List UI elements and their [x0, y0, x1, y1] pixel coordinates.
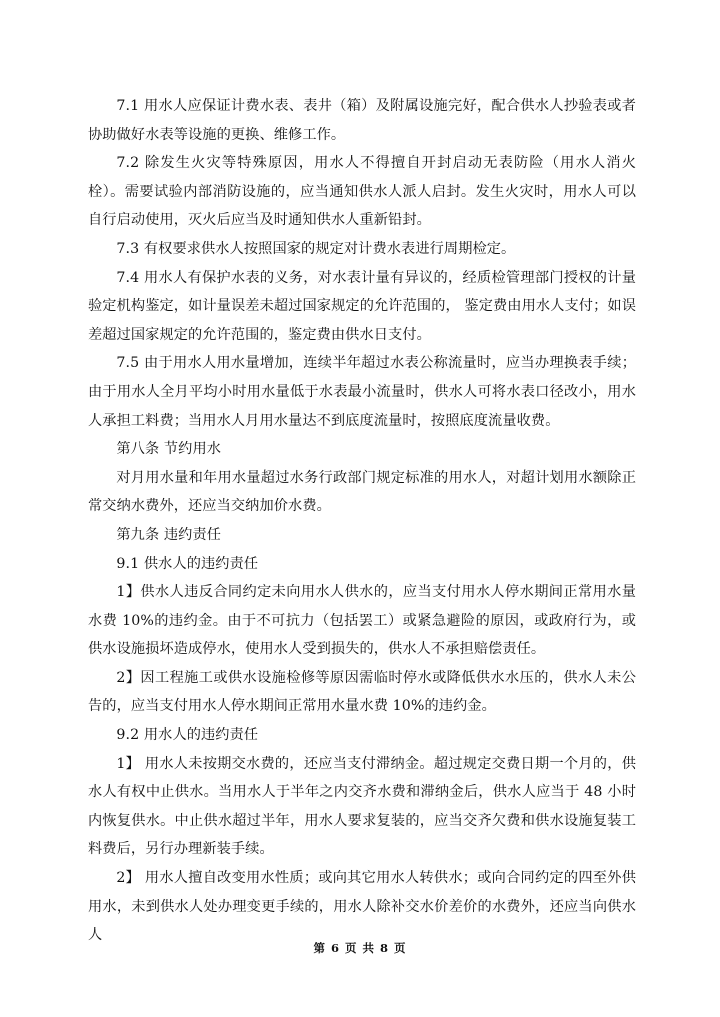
paragraph-7-2: 7.2 除发生火灾等特殊原因，用水人不得擅自开封启动无表防险（用水人消火栓）。需要试验内部消防设施的，应当通知供水人派人启封。发生火灾时，用水人可以自行启动使用，灭火后应当及时通知供水人重新铅封。: [88, 155, 636, 229]
paragraph-9-2-item-2: 2】 用水人擅自改变用水性质；或向其它用水人转供水；或向合同约定的四至外供用水，未到供水人处办理变更手续的，用水人除补交水价差价的水费外，还应当向供水人: [88, 870, 636, 944]
paragraph-7-4: 7.4 用水人有保护水表的义务，对水表计量有异议的，经质检管理部门授权的计量验定机构鉴定，如计量误差未超过国家规定的允许范围的， 鉴定费由用水人支付；如误差超过国家规定的允许范围的，鉴定费由供水日支付。: [88, 269, 636, 343]
section-heading-8: 第八条 节约用水: [116, 441, 222, 458]
subheading-9-1: 9.1 供水人的违约责任: [116, 555, 259, 572]
paragraph-7-3: 7.3 有权要求供水人按照国家的规定对计费水表进行周期检定。: [116, 240, 516, 257]
section-heading-9: 第九条 违约责任: [116, 526, 222, 543]
paragraph-9-1-item-2: 2】因工程施工或供水设施检修等原因需临时停水或降低供水水压的，供水人未公告的，应当支付用水人停水期间正常用水量水费 10%的违约金。: [88, 669, 636, 715]
paragraph-9-2-item-1: 1】 用水人未按期交水费的，还应当支付滞纳金。超过规定交费日期一个月的，供水人有权中止供水。当用水人于半年之内交齐水费和滞纳金后，供水人应当于 48 小时内恢复供水。中止供水超过半年，用水人要求复装的，应当交齐欠费和供水设施复装工料费后，另行办理新装手续。: [88, 755, 636, 858]
paragraph-7-1: 7.1 用水人应保证计费水表、表井（箱）及附属设施完好，配合供水人抄验表或者协助做好水表等设施的更换、维修工作。: [88, 98, 636, 143]
paragraph-9-1-item-1: 1】供水人违反合同约定未向用水人供水的，应当支付用水人停水期间正常用水量水费 10%的违约金。由于不可抗力（包括罢工）或紧急避险的原因，或政府行为，或供水设施损坏造成停水，使用水人受到损失的，供水人不承担赔偿责任。: [88, 584, 636, 658]
subheading-9-2: 9.2 用水人的违约责任: [116, 727, 259, 744]
document-body: [88, 92, 636, 950]
paragraph-7-5: 7.5 由于用水人用水量增加，连续半年超过水表公称流量时，应当办理换表手续；由于用水人全月平均小时用水量低于水表最小流量时，供水人可将水表口径改小，用水人承担工料费；当用水人月用水量达不到底度流量时，按照底度流量收费。: [88, 355, 636, 429]
page-number-footer: 第 6 页 共 8 页: [313, 941, 407, 955]
paragraph-8-body: 对月用水量和年用水量超过水务行政部门规定标准的用水人，对超计划用水额除正常交纳水费外，还应当交纳加价水费。: [88, 469, 636, 515]
